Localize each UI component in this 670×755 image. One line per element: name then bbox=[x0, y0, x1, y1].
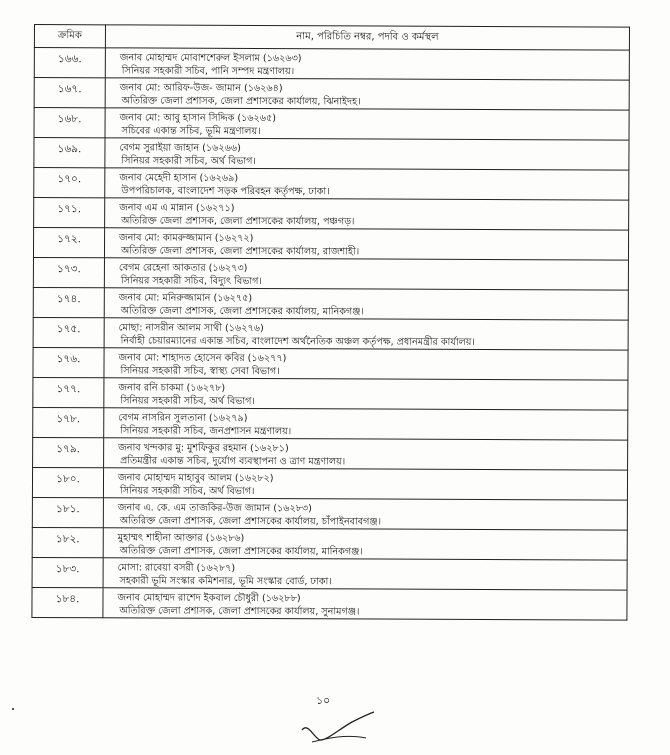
serial-number: ১৮২. bbox=[32, 527, 103, 557]
serial-number: ১৮০. bbox=[32, 467, 103, 497]
officer-name: জনাব এম এ মান্নান (১৬২৭১) bbox=[119, 202, 235, 214]
officer-details bbox=[105, 48, 629, 80]
officer-name: জনাব মোহাম্মদ মোবাশশেরুল ইসলাম (১৬২৬৩) bbox=[119, 52, 302, 65]
table-row bbox=[32, 527, 627, 560]
officer-designation: সিনিয়র সহকারী সচিব, স্বাস্থ্য সেবা বিভাগ। bbox=[120, 365, 280, 378]
officer-designation: সহকারী ভূমি সংস্কার কমিশনার, ভূমি সংস্কার বোর্ড, ঢাকা। bbox=[119, 575, 332, 588]
officer-details bbox=[103, 528, 627, 560]
table-row bbox=[33, 347, 628, 380]
table-row bbox=[33, 317, 628, 350]
table-row bbox=[34, 48, 629, 81]
serial-number: ১৮১. bbox=[32, 497, 103, 527]
officer-name: জনাব খন্দকার মু: মুশফিকুর রহমান (১৬২৮১) bbox=[118, 442, 289, 455]
serial-number: ১৬৮. bbox=[34, 108, 105, 138]
officer-name: বেগম রেহেনা আকতার (১৬২৭৩) bbox=[118, 262, 248, 274]
officer-name: জনাব মো: মনিরুজ্জামান (১৬২৭৫) bbox=[118, 292, 253, 304]
officer-name: মুহাম্মৎ শাহীনা আক্তার (১৬২৮৬) bbox=[117, 532, 245, 544]
officer-designation: সিনিয়র সহকারী সচিব, বিদ্যুৎ বিভাগ। bbox=[120, 275, 262, 287]
serial-number: ১৭১. bbox=[34, 198, 105, 228]
officer-designation: সিনিয়র সহকারী সচিব, পানি সম্পদ মন্ত্রণালয়। bbox=[121, 65, 295, 78]
officer-designation: সিনিয়র সহকারী সচিব, অর্থ বিভাগ। bbox=[120, 395, 255, 407]
table-row bbox=[34, 108, 629, 141]
table-row bbox=[32, 587, 627, 620]
table-row bbox=[32, 467, 627, 500]
officer-details bbox=[103, 558, 627, 590]
serial-number: ১৭২. bbox=[33, 228, 104, 258]
serial-number: ১৭৬. bbox=[33, 347, 104, 377]
officer-details bbox=[103, 588, 627, 620]
officer-name: মোছা: নাসরীন আলম সাথী (১৬২৭৬) bbox=[118, 322, 264, 335]
table-body bbox=[32, 48, 629, 621]
officer-designation: সিনিয়র সহকারী সচিব, অর্থ বিভাগ। bbox=[121, 155, 256, 167]
table-header-row bbox=[34, 25, 629, 51]
officer-details bbox=[103, 468, 627, 500]
table-row bbox=[33, 287, 628, 320]
officer-details bbox=[104, 228, 628, 260]
officer-designation: অতিরিক্ত জেলা প্রশাসক, জেলা প্রশাসকের কার্যালয়, পঞ্চগড়। bbox=[121, 215, 355, 228]
officer-details bbox=[105, 78, 629, 110]
serial-number: ১৬৬. bbox=[34, 48, 105, 78]
officer-name: জনাব মো: আরিফ-উজ- জামান (১৬২৬৪) bbox=[119, 82, 283, 95]
serial-number: ১৭৯. bbox=[33, 437, 104, 467]
serial-number: ১৭৩. bbox=[33, 257, 104, 287]
table-row bbox=[32, 557, 627, 590]
officer-details bbox=[105, 198, 629, 230]
officer-name: জনাব মো: শাহাদত হোসেন কবির (১৬২৭৭) bbox=[118, 352, 287, 365]
officer-details bbox=[104, 288, 628, 320]
officer-designation: অতিরিক্ত জেলা প্রশাসক, জেলা প্রশাসকের কার্যালয়, সুনামগঞ্জ। bbox=[119, 605, 360, 618]
officer-designation: অতিরিক্ত জেলা প্রশাসক, জেলা প্রশাসকের কার্যালয়, রাজশাহী। bbox=[120, 245, 360, 258]
officer-details bbox=[104, 258, 628, 290]
officer-details bbox=[103, 498, 627, 530]
table-row bbox=[33, 377, 628, 410]
officer-name: মোসা: রাবেয়া বসরী (১৬২৮৭) bbox=[117, 562, 236, 574]
signature-mark bbox=[298, 708, 378, 748]
serial-number: ১৬৭. bbox=[34, 78, 105, 108]
officer-designation: অতিরিক্ত জেলা প্রশাসক, জেলা প্রশাসকের কার্যালয়, মানিকগঞ্জ। bbox=[119, 545, 363, 558]
officer-designation: প্রতিমন্ত্রীর একান্ত সচিব, দুর্যোগ ব্যবস্থাপনা ও ত্রাণ মন্ত্রণালয়। bbox=[120, 455, 346, 468]
table-row bbox=[34, 168, 629, 201]
serial-number: ১৭৫. bbox=[33, 317, 104, 347]
officer-details bbox=[104, 408, 628, 440]
document-page bbox=[31, 24, 630, 621]
officer-name: জনাব মোহাম্মদ রাশেদ ইকবাল চৌধুরী (১৬২৮৮) bbox=[117, 592, 301, 605]
serial-column-header: ক্রমিক bbox=[34, 25, 105, 48]
officer-designation: উপপরিচালক, বাংলাদেশ সড়ক পরিবহন কর্তৃপক্ষ, ঢাকা। bbox=[121, 185, 330, 198]
table-row bbox=[33, 437, 628, 470]
serial-number: ১৮৩. bbox=[32, 557, 103, 587]
officer-designation: নির্বাহী চেয়ারম্যানের একান্ত সচিব, বাংলাদেশ অর্থনৈতিক অঞ্চল কর্তৃপক্ষ, প্রধানমন্ত্রীর কার্যালয়। bbox=[120, 335, 475, 348]
table-row bbox=[32, 497, 627, 530]
serial-number: ১৬৯. bbox=[34, 138, 105, 168]
page-number: ১০ bbox=[316, 694, 331, 707]
table-row bbox=[33, 228, 628, 261]
officer-details bbox=[104, 348, 628, 380]
officer-details bbox=[105, 108, 629, 140]
details-column-header: নাম, পরিচিতি নম্বর, পদবি ও কর্মস্থল bbox=[105, 25, 629, 50]
officer-designation: অতিরিক্ত জেলা প্রশাসক, জেলা প্রশাসকের কার্যালয়, মানিকগঞ্জ। bbox=[120, 305, 364, 318]
table-row bbox=[34, 138, 629, 171]
officer-designation: সিনিয়র সহকারী সচিব, জনপ্রশাসন মন্ত্রণালয়। bbox=[120, 425, 292, 438]
table-row bbox=[34, 78, 629, 111]
officer-details bbox=[104, 318, 628, 350]
officer-designation: অতিরিক্ত জেলা প্রশাসক, জেলা প্রশাসকের কার্যালয়, চাঁপাইনবাবগঞ্জ। bbox=[119, 515, 382, 528]
table-row bbox=[33, 257, 628, 290]
officer-designation: সিনিয়র সহকারী সচিব, অর্থ বিভাগ। bbox=[119, 485, 255, 497]
serial-number: ১৭৪. bbox=[33, 287, 104, 317]
officer-details bbox=[104, 378, 628, 410]
officer-name: বেগম সুরাইয়া জাহান (১৬২৬৬) bbox=[119, 142, 241, 154]
officer-name: জনাব রনি চাকমা (১৬২৭৮) bbox=[118, 382, 226, 394]
officer-name: জনাব মোহাম্মদ মাহাবুব আলম (১৬২৮২) bbox=[117, 472, 274, 485]
officer-details bbox=[104, 438, 628, 470]
table-row bbox=[34, 198, 629, 231]
officer-name: জনাব মো: আবু হাসান সিদ্দিক (১৬২৬৫) bbox=[119, 112, 277, 125]
officer-designation: অতিরিক্ত জেলা প্রশাসক, জেলা প্রশাসকের কার্যালয়, ঝিনাইদহ। bbox=[121, 95, 361, 108]
officer-details bbox=[105, 168, 629, 200]
officer-name: জনাব এ. কে. এম তাজকির-উজ জামান (১৬২৮৩) bbox=[117, 502, 312, 515]
officer-list-table bbox=[31, 24, 630, 621]
officer-designation: সচিবের একান্ত সচিব, ভূমি মন্ত্রণালয়। bbox=[121, 125, 261, 137]
serial-number: ১৭৭. bbox=[33, 377, 104, 407]
serial-number: ১৭৮. bbox=[33, 407, 104, 437]
officer-details bbox=[105, 138, 629, 170]
serial-number: ১৮৪. bbox=[32, 587, 103, 617]
scan-speck bbox=[12, 708, 14, 710]
officer-name: জনাব মেহেদী হাসান (১৬২৬৯) bbox=[119, 172, 239, 184]
serial-number: ১৭০. bbox=[34, 168, 105, 198]
table-row bbox=[33, 407, 628, 440]
officer-name: বেগম নাসরিন সুলতানা (১৬২৭৯) bbox=[118, 412, 248, 424]
officer-name: জনাব মো: কামরুজ্জামান (১৬২৭২) bbox=[119, 232, 254, 244]
